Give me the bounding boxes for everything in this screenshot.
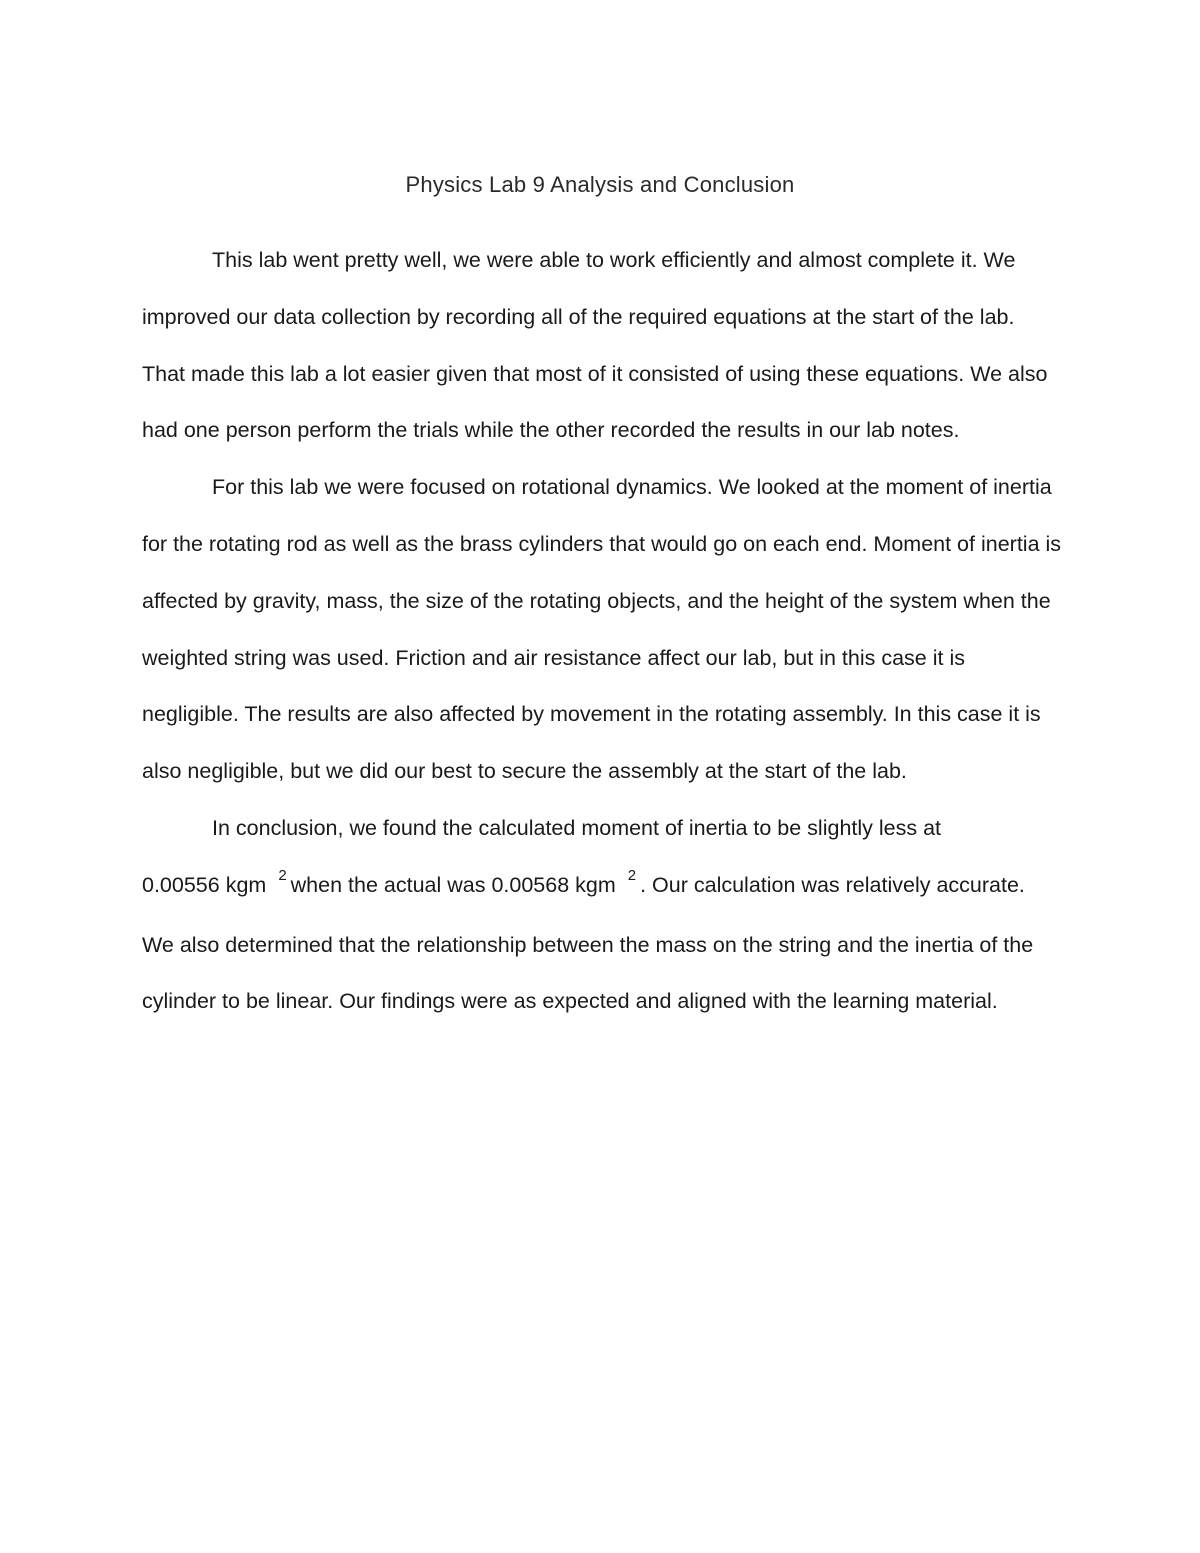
actual-inertia-exponent: 2 [627,866,637,884]
calculated-inertia-number: 0.00556 kgm [142,872,267,897]
document-title: Physics Lab 9 Analysis and Conclusion [405,172,795,197]
paragraph-conclusion [142,800,1062,1030]
conclusion-middle: when the actual was [290,872,486,897]
calculated-inertia-value [142,866,291,897]
conclusion-intro: In conclusion, we found the calculated moment of inertia to be slightly less at [212,815,942,840]
conclusion-ending: . Our calculation was relatively accurate. We also determined that the relationship between the mass on the string and the inertia of the cylinder to be linear. Our findings were as expected and aligned with the learning material. [142,872,1034,1014]
paragraph-lab-summary: This lab went pretty well, we were able to work efficiently and almost complete it. We improved our data collection by recording all of the required equations at the start of the lab. That made this lab a lot easier given that most of it consisted of using these equations. We also had one person perform the trials while the other recorded the results in our lab notes. [142,248,1048,443]
actual-inertia-value [491,866,640,897]
document-body [142,232,1062,1030]
calculated-inertia-exponent: 2 [278,866,287,884]
actual-inertia-number: 0.00568 kgm [491,872,616,897]
paragraph-rotational-dynamics: For this lab we were focused on rotational dynamics. We looked at the moment of inertia for the rotating rod as well as the brass cylinders that would go on each end. Moment of inertia is affected by gravity, mass, the size of the rotating objects, and the height of the system when the weighted string was used. Friction and air resistance affect our lab, but in this case it is negligible. The results are also affected by movement in the rotating assembly. In this case it is also negligible, but we did our best to secure the assembly at the start of the lab. [142,475,1062,784]
